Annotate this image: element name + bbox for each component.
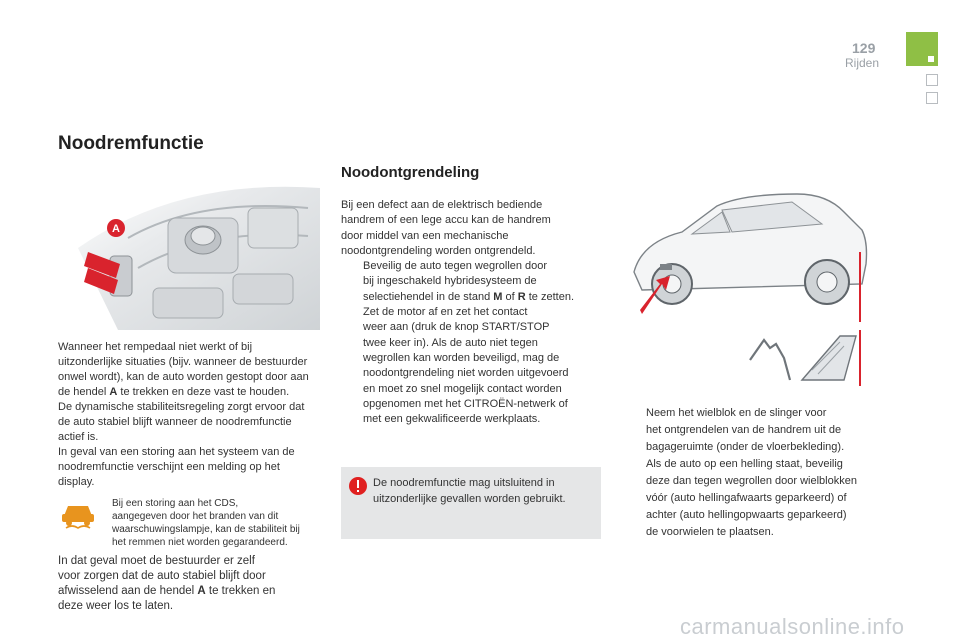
closing-paragraph [58, 554, 320, 614]
lever-label-a: A [112, 223, 120, 235]
text-line: de hendel A te trekken en deze vast te houden. [58, 386, 290, 398]
text-line: het remmen niet worden gegarandeerd. [112, 537, 288, 548]
chapter-tab-empty [926, 74, 938, 86]
text-line: afwisselend aan de hendel A te trekken en [58, 585, 276, 597]
text-line: Wanneer het rempedaal niet werkt of bij [58, 341, 253, 353]
text-line: door middel van een mechanische [341, 229, 509, 242]
text-line: De noodremfunctie mag uitsluitend in [373, 477, 555, 489]
cds-note [112, 497, 322, 549]
watermark: carmanualsonline.info [680, 614, 905, 639]
text-line: uitzonderlijke situaties (bijv. wanneer de bestuurder [58, 356, 308, 368]
warning-box [341, 467, 601, 539]
wheel-chock-drawing [740, 330, 880, 386]
wheel-chock-illustration [740, 330, 880, 386]
middle-column-text [341, 198, 611, 427]
text-line: aangegeven door het branden van dit [112, 511, 279, 522]
text-line: display. [58, 476, 95, 488]
text-line: De dynamische stabiliteitsregeling zorgt ervoor dat [58, 401, 305, 413]
warning-exclamation-icon [349, 477, 367, 495]
right-column-text [624, 405, 884, 541]
crank-handle [750, 340, 790, 380]
text-line: actief is. [58, 431, 99, 443]
list-item: Beveilig de auto tegen wegrollen door bij ingeschakeld hybridesysteem de selectiehendel in de stand M of R te zetten. [363, 260, 574, 303]
text-line: Bij een defect aan de elektrisch bediende [341, 199, 543, 211]
page-number: 129 [852, 40, 876, 56]
text-line: In geval van een storing aan het systeem van de [58, 446, 295, 458]
chapter-tab-empty [926, 92, 938, 104]
handbrake-lever-drawing [58, 178, 320, 330]
handbrake-illustration [58, 178, 320, 330]
list-item: Als de auto op een helling staat, beveilig deze dan tegen wegrollen door wielblokken vóór (auto hellingafwaarts geparkeerd) of achter (auto hellingopwaarts geparkeerd) de voorwielen te plaatsen. [646, 458, 857, 538]
section-label: Rijden [845, 56, 880, 70]
list-item: Zet de motor af en zet het contact weer aan (druk de knop START/STOP twee keer in). Als de auto niet tegen wegrollen kan worden beveiligd, mag de noodontgrendeling niet worden uitgevoerd en moet zo snel mogelijk contact worden opgenomen met het CITROËN-netwerk of met een gekwalificeerde werkplaats. [363, 306, 569, 426]
text-line: voor zorgen dat de auto stabiel blijft door [58, 570, 266, 582]
list-item: Neem het wielblok en de slinger voor het ontgrendelen van de handrem uit de bagageruimte (onder de vloerbekleding). [646, 407, 845, 453]
chapter-tab-active [906, 32, 938, 66]
section-heading: Noodontgrendeling [341, 164, 480, 181]
text-line: de auto stabiel blijft wanneer de noodremfunctie [58, 416, 292, 428]
text-line: handrem of een lege accu kan de handrem [341, 214, 551, 227]
text-line: In dat geval moet de bestuurder er zelf [58, 555, 255, 567]
text-line: noodremfunctie verschijnt een melding op het [58, 461, 280, 473]
car-illustration [622, 172, 872, 322]
stability-warning-lamp-icon [60, 500, 96, 530]
car-drawing [622, 172, 872, 322]
text-line: uitzonderlijke gevallen worden gebruikt. [373, 493, 566, 505]
text-line: Bij een storing aan het CDS, [112, 498, 239, 509]
left-column-text [58, 340, 320, 490]
page-title: Noodremfunctie [58, 133, 204, 154]
text-line: deze weer los te laten. [58, 600, 174, 612]
wheel-chock [802, 336, 856, 380]
text-line: onwel wordt), kan de auto worden gestopt door aan [58, 371, 309, 383]
text-line: noodontgrendeling worden ontgrendeld. [341, 244, 536, 257]
text-line: waarschuwingslampje, kan de stabiliteit bij [112, 524, 300, 535]
